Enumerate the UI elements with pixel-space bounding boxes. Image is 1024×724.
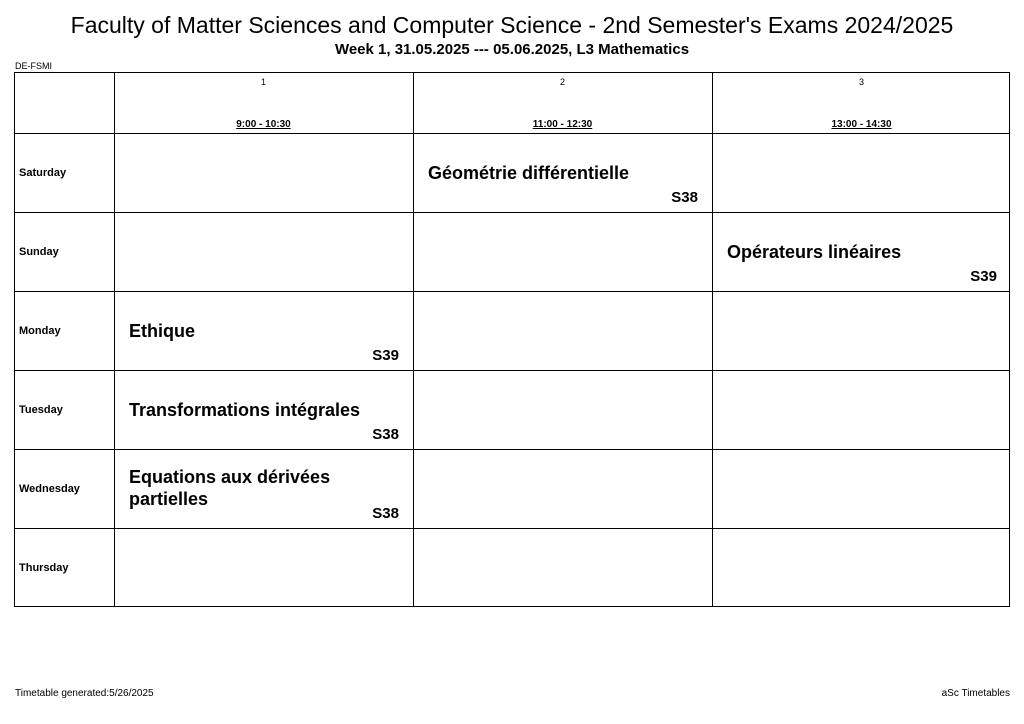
row-divider-3 [15,370,1009,371]
period-time-1: 9:00 - 10:30 [236,119,291,130]
lesson-room: S39 [970,268,997,285]
day-column-divider [114,73,115,606]
timetable-grid [14,72,1010,607]
lesson-card [428,162,698,207]
lesson-room: S39 [372,347,399,364]
row-divider-4 [15,449,1009,450]
period-time-3: 13:00 - 14:30 [831,119,892,130]
lesson-card [727,241,997,286]
lesson-room: S38 [372,505,399,522]
day-label-thursday: Thursday [19,562,69,574]
software-credit: aSc Timetables [941,688,1010,699]
row-divider-5 [15,528,1009,529]
lesson-card [129,466,399,526]
lesson-room: S38 [372,426,399,443]
lesson-subject: Equations aux dérivées partielles [129,467,331,509]
period-number-1: 1 [260,77,266,87]
department-label: DE-FSMI [15,61,52,71]
day-label-saturday: Saturday [19,167,67,179]
page-subtitle: Week 1, 31.05.2025 --- 05.06.2025, L3 Mathematics [334,41,690,58]
day-label-tuesday: Tuesday [19,404,63,416]
lesson-card [129,320,399,365]
header-row-divider [15,133,1009,134]
period-number-3: 3 [858,77,864,87]
lesson-card [129,399,399,444]
row-divider-2 [15,291,1009,292]
lesson-subject: Transformations intégrales [129,400,361,420]
day-label-monday: Monday [19,325,61,337]
lesson-subject: Ethique [129,321,195,341]
period-divider-1 [413,73,414,606]
row-divider-1 [15,212,1009,213]
lesson-room: S38 [671,189,698,206]
period-time-2: 11:00 - 12:30 [532,119,593,130]
lesson-subject: Opérateurs linéaires [727,242,902,262]
generated-date: Timetable generated:5/26/2025 [15,688,154,699]
period-divider-2 [712,73,713,606]
page-title: Faculty of Matter Sciences and Computer Science - 2nd Semester's Exams 2024/2025 [70,12,954,38]
day-label-sunday: Sunday [19,246,59,258]
period-number-2: 2 [559,77,565,87]
lesson-subject: Géométrie différentielle [428,163,630,183]
day-label-wednesday: Wednesday [19,483,80,495]
